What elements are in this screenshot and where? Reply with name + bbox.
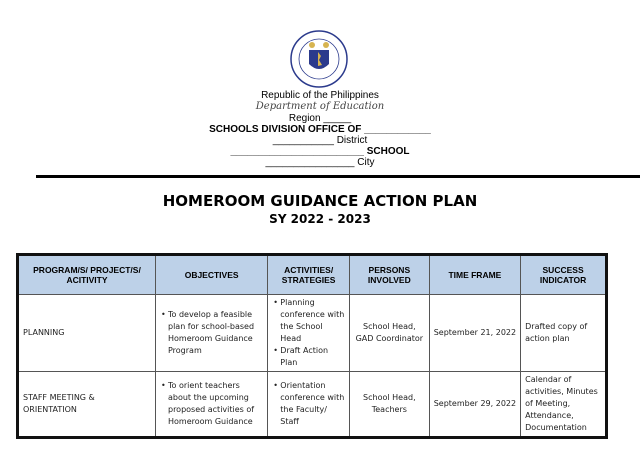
activities-cell	[268, 372, 350, 438]
header-divider	[36, 175, 640, 178]
indicator-cell: Calendar of activities, Minutes of Meeting, Attendance, Documentation	[521, 372, 607, 438]
header-department: Department of Education	[255, 101, 385, 112]
column-header: TIME FRAME	[429, 255, 520, 295]
objectives-cell	[155, 372, 267, 438]
document-title: HOMEROOM GUIDANCE ACTION PLAN	[162, 192, 478, 210]
column-header: PROGRAM/S/ PROJECT/S/ ACITIVITY	[18, 255, 156, 295]
header-city: ________________ City	[265, 157, 375, 168]
table-row	[18, 295, 607, 372]
column-header: ACTIVITIES/ STRATEGIES	[268, 255, 350, 295]
document-subtitle: SY 2022 - 2023	[269, 212, 371, 226]
objectives-cell	[155, 295, 267, 372]
column-header: OBJECTIVES	[155, 255, 267, 295]
header-school: ________________________ SCHOOL	[230, 146, 410, 157]
header-district: ___________ District	[272, 135, 368, 146]
activity-item: • Draft Action Plan	[280, 345, 345, 369]
header-division: SCHOOLS DIVISION OFFICE OF ____________	[209, 124, 431, 135]
column-header: PERSONS INVOLVED	[350, 255, 430, 295]
objective-item: • To develop a feasible plan for school-based Homeroom Guidance Program	[168, 309, 263, 357]
table-row	[18, 372, 607, 438]
persons-cell: School Head, GAD Coordinator	[350, 295, 430, 372]
persons-cell: School Head, Teachers	[350, 372, 430, 438]
time-cell: September 21, 2022	[429, 295, 520, 372]
header-region: Region _____	[288, 113, 352, 124]
program-cell: STAFF MEETING & ORIENTATION	[18, 372, 156, 438]
action-plan-table	[16, 253, 608, 439]
time-cell: September 29, 2022	[429, 372, 520, 438]
table-header-row	[18, 255, 607, 295]
activity-item: • Orientation conference with the Faculty/ Staff	[280, 380, 345, 428]
activities-cell	[268, 295, 350, 372]
column-header: SUCCESS INDICATOR	[521, 255, 607, 295]
indicator-cell: Drafted copy of action plan	[521, 295, 607, 372]
activity-item: • Planning conference with the School Head	[280, 297, 345, 345]
deped-seal-logo	[290, 30, 348, 88]
program-cell: PLANNING	[18, 295, 156, 372]
objective-item: • To orient teachers about the upcoming proposed activities of Homeroom Guidance	[168, 380, 263, 428]
header-republic: Republic of the Philippines	[261, 90, 379, 101]
